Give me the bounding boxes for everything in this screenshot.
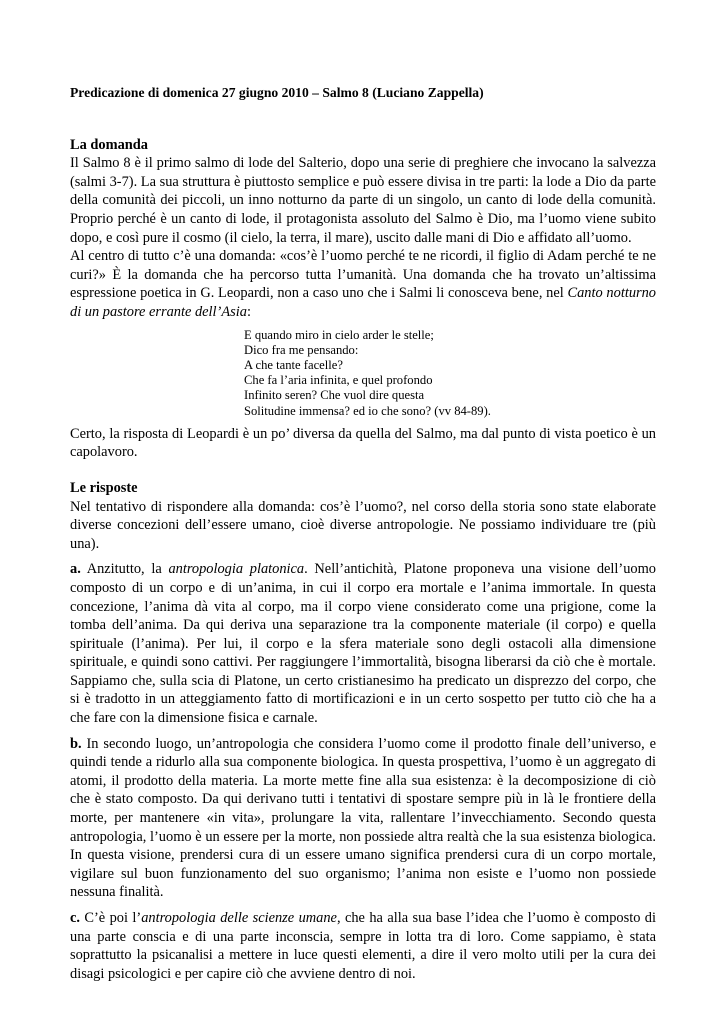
document-page xyxy=(70,84,656,983)
paragraph-domanda-3: Certo, la risposta di Leopardi è un po’ diversa da quella del Salmo, ma dal punto di vista poetico è un capolavoro. xyxy=(70,425,656,461)
poem-line: Infinito seren? Che vuol dire questa xyxy=(244,388,425,403)
paragraph-domanda-2-text: Al centro di tutto c’è una domanda: «cos’è l’uomo perché te ne ricordi, il figlio di Adam perché te ne curi?» È la domanda che ha percorso tutta l’umanità. Una domanda che ha trovato un’altissima espressione poetica in G. Leopardi, non a caso uno che i Salmi li conosceva bene, nel xyxy=(70,248,656,302)
paragraph-domanda-1: Il Salmo 8 è il primo salmo di lode del Salterio, dopo una serie di preghiere che invocano la salvezza (salmi 3-7). La sua struttura è piuttosto semplice e può essere divisa in tre parti: la lode a Dio da parte della comunità dei piccoli, un inno notturno da parte di un singolo, un canto di lode della comunità. Proprio perché è un canto di lode, il protagonista assoluto del Salmo è Dio, ma l’uomo viene subito dopo, e così pure il cosmo (il cielo, la terra, il mare), uscito dalle mani di Dio e affidato all’uomo. xyxy=(70,155,656,246)
poem-line: E quando miro in cielo arder le stelle; xyxy=(244,327,434,342)
point-a-term: antropologia platonica xyxy=(168,561,305,578)
paragraph-point-a xyxy=(70,560,656,727)
point-c-intro: C’è poi l’ xyxy=(80,910,142,926)
paragraph-risposte-intro: Nel tentativo di rispondere alla domanda: cos’è l’uomo?, nel corso della storia sono state elaborate diverse concezioni dell’essere umano, cioè diverse antropologie. Ne possiamo individuare tre (più una). xyxy=(70,498,656,552)
paragraph-domanda-2-end: : xyxy=(246,303,251,320)
poem-quote xyxy=(244,328,656,419)
poem-line: A che tante facelle? xyxy=(244,357,343,372)
section-la-domanda xyxy=(70,136,656,462)
point-c-text: , che ha alla sua base l’idea che l’uomo è composto di una parte conscia e di una parte inconscia, sempre in lotta tra di loro. Come sappiamo, è stata soprattutto la psicanalisi a mettere in luce questi elementi, a dire il vero molto utili per la cura dei disagi psicologici e per capire ciò che avviene dentro di noi. xyxy=(70,910,656,982)
paragraph-domanda-2 xyxy=(70,247,656,321)
section-heading-risposte: Le risposte xyxy=(70,479,138,496)
document-title: Predicazione di domenica 27 giugno 2010 – Salmo 8 (Luciano Zappella) xyxy=(70,85,484,100)
section-le-risposte xyxy=(70,479,656,983)
paragraph-point-c xyxy=(70,909,656,983)
poem-line: Solitudine immensa? ed io che sono? (vv 84-89). xyxy=(244,403,491,418)
poem-line: Che fa l’aria infinita, e quel profondo xyxy=(244,373,433,388)
point-c-term: antropologia delle scienze umane xyxy=(141,910,337,926)
point-a-intro: Anzitutto, la xyxy=(80,561,169,578)
leopardi-title: Canto notturno di un pastore errante dell’Asia xyxy=(70,285,657,320)
poem-line: Dico fra me pensando: xyxy=(244,342,359,357)
section-heading-domanda: La domanda xyxy=(70,136,148,153)
point-a-label: a. xyxy=(70,561,81,578)
paragraph-point-b xyxy=(70,735,656,902)
point-c-label: c. xyxy=(70,910,80,926)
point-a-text: . Nell’antichità, Platone proponeva una visione dell’uomo composto di un corpo e di un’anima, in cui il corpo era mortale e l’anima immortale. In questa concezione, l’anima dà vita al corpo, ma il corpo viene considerato come una prigione, come la tomba dell’anima. Da qui deriva una separazione tra la componente materiale (il corpo) e quella spirituale (l’anima). Per lui, il corpo e la sfera materiale sono degli ostacoli alla dimensione spirituale, e quindi sono cattivi. Per raggiungere l’immortalità, bisogna liberarsi da ciò che è mortale. Sappiamo che, sulla scia di Platone, un certo cristianesimo ha predicato un disprezzo del corpo, che si è tradotto in un atteggiamento fatto di mortificazioni e in un certo sospetto per tutto ciò che ha a che fare con la dimensione fisica e carnale. xyxy=(70,561,657,727)
point-b-label: b. xyxy=(70,735,82,752)
point-b-text: In secondo luogo, un’antropologia che considera l’uomo come il prodotto finale dell’universo, e quindi tende a ridurlo alla sua componente biologica. In questa prospettiva, l’uomo è un aggregato di atomi, il prodotto della materia. La morte mette fine alla sua esistenza: è la decomposizione di ciò che è stato composto. Da qui derivano tutti i tentativi di spostare sempre più in là le frontiere della morte, per mantenere «in vita», prolungare la vita, rallentare l’invecchiamento. Secondo questa antropologia, l’uomo è un essere per la morte, non possiede altra realtà che la sua esistenza biologica. In questa visione, prendersi cura di un essere umano significa prendersi cura di un corpo mortale, vigilare sul buon funzionamento del suo organismo; l’anima non esiste e l’uomo non possiede nessuna finalità. xyxy=(70,735,656,901)
